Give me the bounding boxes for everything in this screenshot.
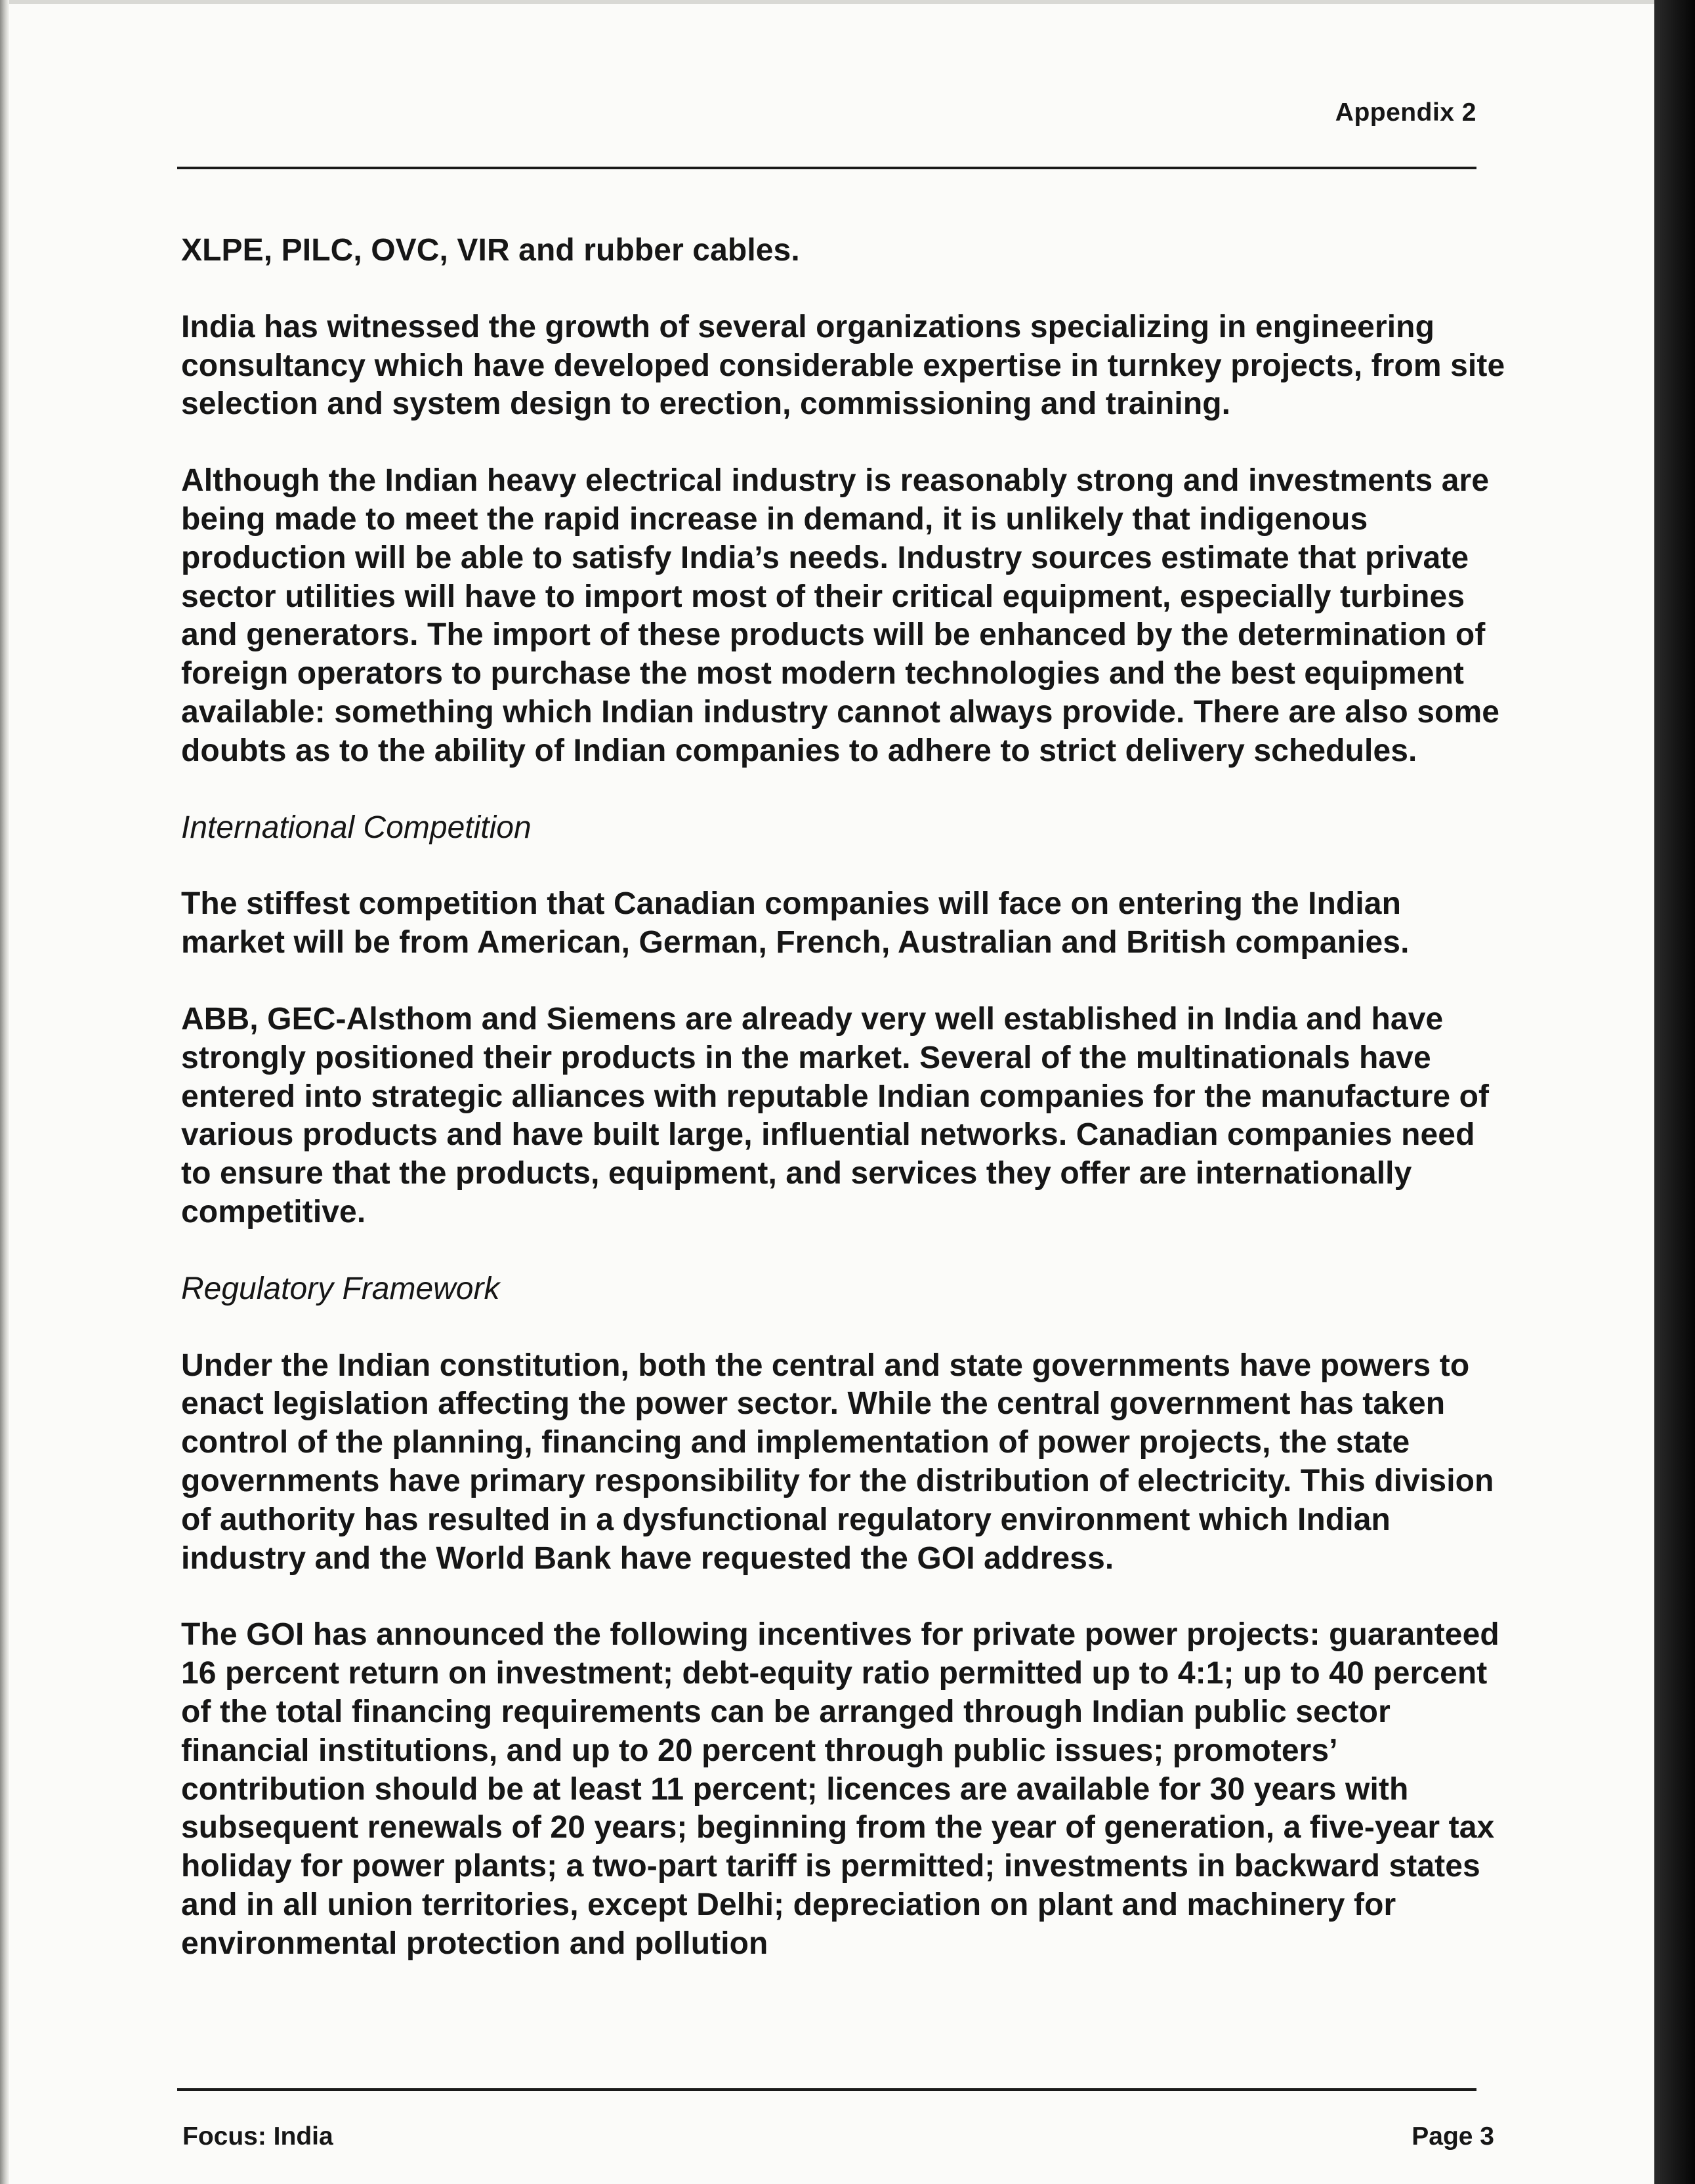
footer-page-number: Page 3 (1412, 2122, 1494, 2151)
scan-left-edge (0, 0, 9, 2184)
paragraph-heavy-electrical-industry: Although the Indian heavy electrical industry is reasonably strong and investments are being made to meet the rapid increase in demand, it is unlikely that indigenous production will be able to satisfy India’s needs. Industry sources estimate that private sector utilities will have to import most of their critical equipment, especially turbines and generators. The import of these products will be enhanced by the determination of foreign operators to purchase the most modern technologies and the best equipment available: something which Indian industry cannot always provide. There are also some doubts as to the ability of Indian companies to adhere to strict delivery schedules. (181, 463, 1500, 768)
heading-international-competition: International Competition (181, 810, 532, 845)
scan-top-edge (0, 0, 1695, 4)
page-header-label: Appendix 2 (1335, 98, 1476, 127)
page-body (181, 232, 1507, 1963)
paragraph-constitution: Under the Indian constitution, both the central and state governments have powers to enact legislation affecting the power sector. While the central government has taken control of the planning, financing and implementation of power projects, the state governments have primary responsibility for the distribution of electricity. This division of authority has resulted in a dysfunctional regulatory environment which Indian industry and the World Bank have requested the GOI address. (181, 1348, 1494, 1576)
paragraph-incentives: The GOI has announced the following incentives for private power projects: guaranteed 16 percent return on investment; debt-equity ratio permitted up to 4:1; up to 40 percent of the total financing requirements can be arranged through Indian public sector financial institutions, and up to 20 percent through public issues; promoters’ contribution should be at least 11 percent; licences are available for 30 years with subsequent renewals of 20 years; beginning from the year of generation, a five-year tax holiday for power plants; a two-part tariff is permitted; investments in backward states and in all union territories, except Delhi; depreciation on plant and machinery for environmental protection and pollution (181, 1617, 1499, 1961)
paragraph-stiffest-competition: The stiffest competition that Canadian companies will face on entering the Indian market will be from American, German, French, Australian and British companies. (181, 886, 1410, 960)
paragraph-consultancy: India has witnessed the growth of several organizations specializing in engineering consultancy which have developed considerable expertise in turnkey projects, from site selection and system design to erection, commissioning and training. (181, 309, 1505, 422)
scan-right-edge (1654, 0, 1695, 2184)
header-rule (177, 167, 1476, 169)
heading-regulatory-framework: Regulatory Framework (181, 1271, 500, 1306)
footer-rule (177, 2088, 1476, 2091)
paragraph-multinationals: ABB, GEC-Alsthom and Siemens are already very well established in India and have strongly positioned their products in the market. Several of the multinationals have entered into strategic alliances with reputable Indian companies for the manufacture of various products and have built large, influential networks. Canadian companies need to ensure that the products, equipment, and services they offer are internationally competitive. (181, 1001, 1490, 1229)
paragraph-cables: XLPE, PILC, OVC, VIR and rubber cables. (181, 233, 800, 268)
footer-document-title: Focus: India (182, 2122, 333, 2151)
